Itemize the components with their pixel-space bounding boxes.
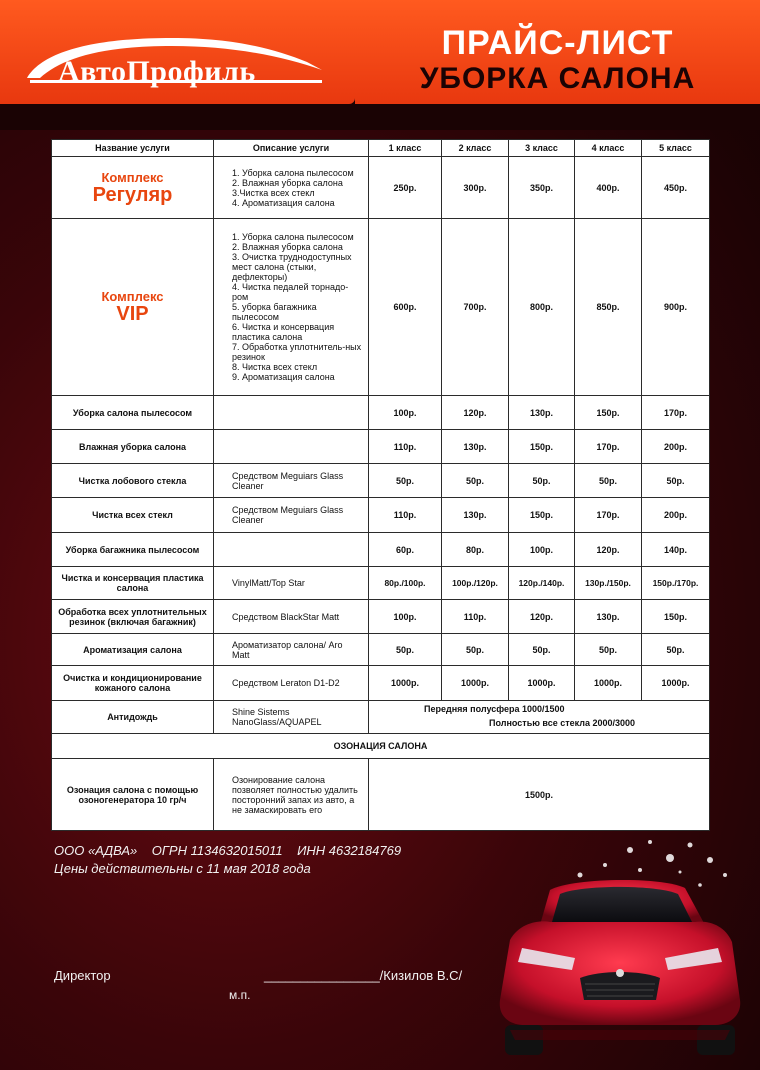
price-cell: 100р. [509,533,575,567]
regular-name-line2: Регуляр [92,183,173,206]
vip-desc-item: 2. Влажная уборка салона [232,242,343,252]
regular-name-line1: Комплекс [101,169,164,185]
price-cell: 120р. [442,396,509,430]
ozone-price: 1500р. [369,759,710,831]
service-name: Уборка багажника пылесосом [52,533,214,567]
row-antirain [52,701,710,734]
price-cell: 50р. [442,634,509,666]
price-cell: 900р. [642,219,710,396]
col-header-class1: 1 класс [369,140,442,157]
col-header-desc: Описание услуги [214,140,369,157]
antirain-desc: Shine Sistems NanoGlass/AQUAPEL [214,701,369,734]
price-cell: 600р. [369,219,442,396]
service-desc: Средством Meguiars Glass Cleaner [214,464,369,498]
vip-desc-item: 1. Уборка салона пылесосом [232,232,354,242]
price-cell: 50р. [509,464,575,498]
service-name: Обработка всех уплотнительных резинок (включая багажник) [52,600,214,634]
price-cell: 100р. [369,600,442,634]
ozone-section-title: ОЗОНАЦИЯ САЛОНА [52,734,710,759]
regular-desc-item: 4. Ароматизация салона [232,197,335,208]
price-validity: Цены действительны с 11 мая 2018 года [54,861,311,876]
antirain-line2: Полностью все стекла 2000/3000 [489,718,636,728]
price-cell: 700р. [442,219,509,396]
director-signature: ________________/Кизилов В.С/ [264,968,463,983]
regular-desc [214,157,369,219]
price-cell: 150р./170р. [642,567,710,600]
vip-name-line2: VIP [116,303,149,325]
table-row [52,464,710,498]
service-desc: Средством Meguiars Glass Cleaner [214,498,369,533]
title-line1: ПРАЙС-ЛИСТ [441,24,674,62]
service-name: Очистка и кондиционирование кожаного салона [52,666,214,701]
price-cell: 50р. [575,464,642,498]
price-cell: 250р. [369,157,442,219]
price-cell: 50р. [442,464,509,498]
header [0,0,760,130]
table-row [52,498,710,533]
director-label: Директор [54,968,111,983]
price-cell: 150р. [642,600,710,634]
row-vip [52,219,710,396]
price-cell: 170р. [642,396,710,430]
regular-desc-item: 2. Влажная уборка салона [232,177,343,188]
price-cell: 1000р. [642,666,710,701]
price-cell: 200р. [642,498,710,533]
service-desc [214,430,369,464]
vip-desc-item: 8. Чистка всех стекл [232,362,318,372]
row-ozone [52,759,710,831]
service-name: Ароматизация салона [52,634,214,666]
col-header-class5: 5 класс [642,140,710,157]
price-cell: 300р. [442,157,509,219]
price-cell: 50р. [369,634,442,666]
table-row [52,567,710,600]
table-row [52,600,710,634]
regular-desc-item: 1. Уборка салона пылесосом [232,167,354,178]
price-cell: 100р. [369,396,442,430]
price-cell: 150р. [509,498,575,533]
title-line2: УБОРКА САЛОНА [419,62,696,95]
price-cell: 1000р. [442,666,509,701]
price-cell: 100р./120р. [442,567,509,600]
table-row [52,533,710,567]
col-header-class3: 3 класс [509,140,575,157]
price-cell: 1000р. [369,666,442,701]
vip-name [52,219,214,396]
price-cell: 200р. [642,430,710,464]
service-name: Чистка и консервация пластика салона [52,567,214,600]
price-cell: 800р. [509,219,575,396]
stamp-place: м.п. [229,988,251,1002]
service-desc: VinylMatt/Top Star [214,567,369,600]
price-cell: 120р. [575,533,642,567]
row-ozone-title [52,734,710,759]
company-info [54,842,401,878]
regular-desc-item: 3.Чистка всех стекл [232,187,315,198]
price-cell: 120р. [509,600,575,634]
service-desc: Ароматизатор салона/ Aro Matt [214,634,369,666]
service-desc [214,396,369,430]
price-cell: 850р. [575,219,642,396]
price-cell: 50р. [509,634,575,666]
price-cell: 1000р. [509,666,575,701]
regular-name [52,157,214,219]
service-name: Чистка всех стекл [52,498,214,533]
service-name: Чистка лобового стекла [52,464,214,498]
ozone-name: Озонация салона с помощью озоногенератора 10 гр/ч [52,759,214,831]
table-row [52,634,710,666]
service-desc: Средством Leraton D1-D2 [214,666,369,701]
vip-desc-item: 9. Ароматизация салона [232,372,335,382]
price-cell: 60р. [369,533,442,567]
price-cell: 80р./100р. [369,567,442,600]
price-cell: 130р./150р. [575,567,642,600]
antirain-prices [369,701,710,734]
price-cell: 50р. [642,634,710,666]
vip-desc-item: 5. уборка багажника пылесосом [232,302,317,322]
ozone-desc: Озонирование салона позволяет полностью удалить посторонний запах из авто, а не замаскировать его [214,759,369,831]
table-row [52,396,710,430]
price-cell: 50р. [575,634,642,666]
service-name: Уборка салона пылесосом [52,396,214,430]
price-cell: 120р./140р. [509,567,575,600]
service-desc [214,533,369,567]
title-band [355,0,760,104]
row-regular [52,157,710,219]
price-cell: 50р. [369,464,442,498]
price-cell: 130р. [575,600,642,634]
vip-desc-item: 6. Чистка и консервация пластика салона [232,322,335,342]
vip-desc-item: 4. Чистка педалей торнадо-ром [232,282,349,302]
price-cell: 50р. [642,464,710,498]
vip-desc-item: 3. Очистка труднодоступных мест салона (стыки, дефлекторы) [232,252,352,282]
antirain-line1: Передняя полусфера 1000/1500 [424,704,565,714]
price-cell: 110р. [442,600,509,634]
vip-desc-item: 7. Обработка уплотнитель-ных резинок [232,342,362,362]
price-cell: 150р. [575,396,642,430]
logo-text: АвтоПрофиль [58,55,256,88]
price-cell: 110р. [369,430,442,464]
price-cell: 130р. [442,498,509,533]
price-cell: 140р. [642,533,710,567]
header-row [52,140,710,157]
vip-desc [214,219,369,396]
price-cell: 110р. [369,498,442,533]
table-row [52,430,710,464]
col-header-class2: 2 класс [442,140,509,157]
price-cell: 150р. [509,430,575,464]
red-car-illustration [480,830,755,1065]
price-cell: 170р. [575,430,642,464]
price-cell: 130р. [442,430,509,464]
logo-band [0,0,355,104]
col-header-name: Название услуги [52,140,214,157]
table-row [52,666,710,701]
price-cell: 350р. [509,157,575,219]
price-cell: 400р. [575,157,642,219]
price-cell: 1000р. [575,666,642,701]
antirain-name: Антидождь [52,701,214,734]
vip-name-line1: Комплекс [101,289,164,304]
price-table [51,139,710,831]
company-details: ООО «АДВА» ОГРН 1134632015011 ИНН 4632184769 [54,843,402,858]
service-desc: Средством BlackStar Matt [214,600,369,634]
price-cell: 170р. [575,498,642,533]
price-cell: 80р. [442,533,509,567]
service-name: Влажная уборка салона [52,430,214,464]
col-header-class4: 4 класс [575,140,642,157]
price-cell: 450р. [642,157,710,219]
price-cell: 130р. [509,396,575,430]
